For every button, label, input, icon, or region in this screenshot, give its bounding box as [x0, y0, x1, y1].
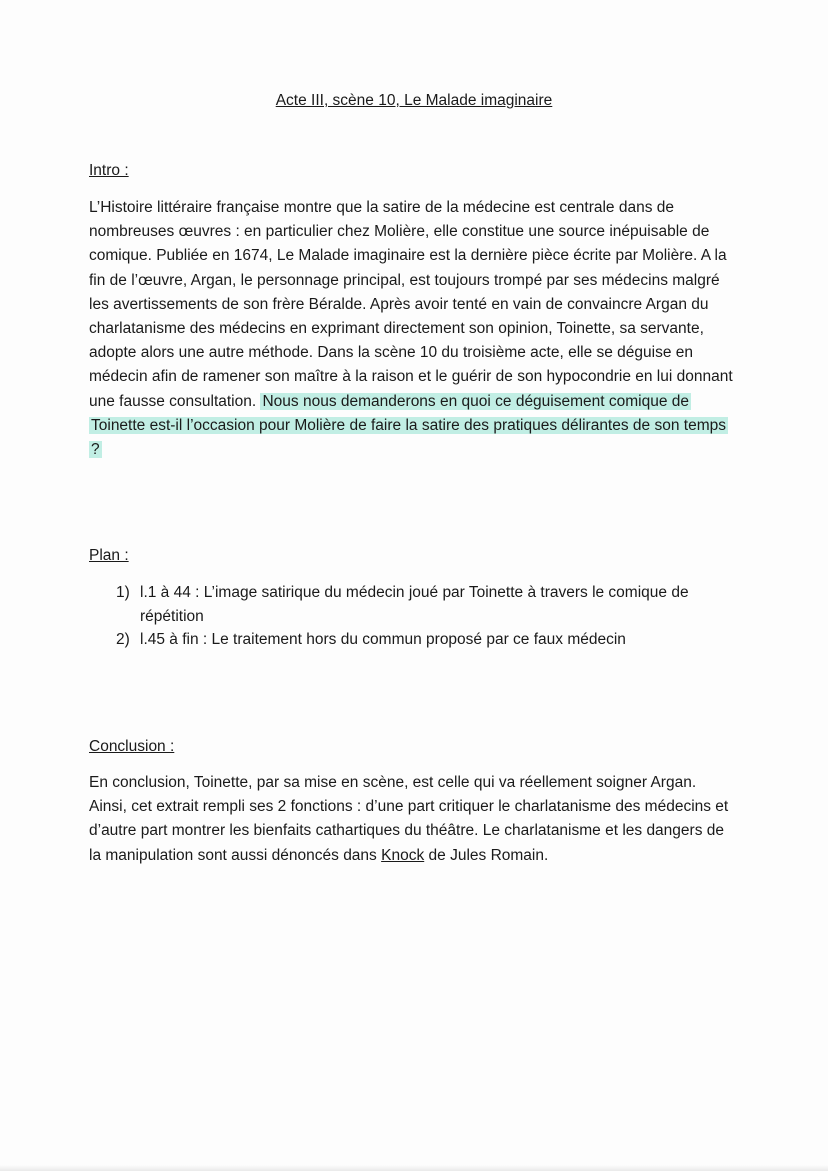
- intro-heading: Intro :: [89, 162, 129, 179]
- problematique-highlight: Nous nous demanderons en quoi ce déguisement comique de Toinette est-il l’occasion pour Molière de faire la satire des pratiques délirantes de son temps ?: [91, 392, 726, 459]
- book-title-knock: Knock: [381, 846, 425, 864]
- plan-item: [116, 581, 716, 628]
- conclusion-text-end: de Jules Romain.: [428, 846, 549, 864]
- intro-paragraph: [89, 196, 739, 462]
- plan-item-number: 2): [116, 631, 130, 648]
- plan-item-text: l.45 à fin : Le traitement hors du commun proposé par ce faux médecin: [140, 631, 626, 648]
- scan-edge: [0, 1165, 828, 1171]
- plan-item-number: 1): [116, 584, 130, 601]
- plan-list: [116, 581, 716, 652]
- conclusion-paragraph: [89, 771, 729, 868]
- intro-text: L’Histoire littéraire française montre que la satire de la médecine est centrale dans de nombreuses œuvres : en particulier chez Molière, elle constitue une source inépuisable de comique. Publiée en 1674, Le Malade imaginaire est la dernière pièce écrite par Molière. A la fin de l’œuvre, Argan, le personnage principal, est toujours trompé par ses médecins malgré les avertissements de son frère Béralde. Après avoir tenté en vain de convaincre Argan du charlatanisme des médecins en exprimant directement son opinion, Toinette, sa servante, adopte alors une autre méthode. Dans la scène 10 du troisième acte, elle se déguise en médecin afin de ramener son maître à la raison et le guérir de son hypocondrie en lui donnant une fausse consultation.: [89, 199, 733, 410]
- document-title: Acte III, scène 10, Le Malade imaginaire: [275, 92, 553, 109]
- plan-heading: Plan :: [89, 547, 129, 564]
- plan-item: [116, 628, 716, 652]
- plan-item-text: l.1 à 44 : L’image satirique du médecin joué par Toinette à travers le comique de répétition: [140, 584, 689, 625]
- conclusion-text: En conclusion, Toinette, par sa mise en scène, est celle qui va réellement soigner Argan. Ainsi, cet extrait rempli ses 2 fonctions : d’une part critiquer le charlatanisme des médecins et d’autre part montrer les bienfaits cathartiques du théâtre. Le charlatanisme et les dangers de la manipulation sont aussi dénoncés dans: [89, 774, 729, 864]
- conclusion-heading: Conclusion :: [89, 738, 175, 755]
